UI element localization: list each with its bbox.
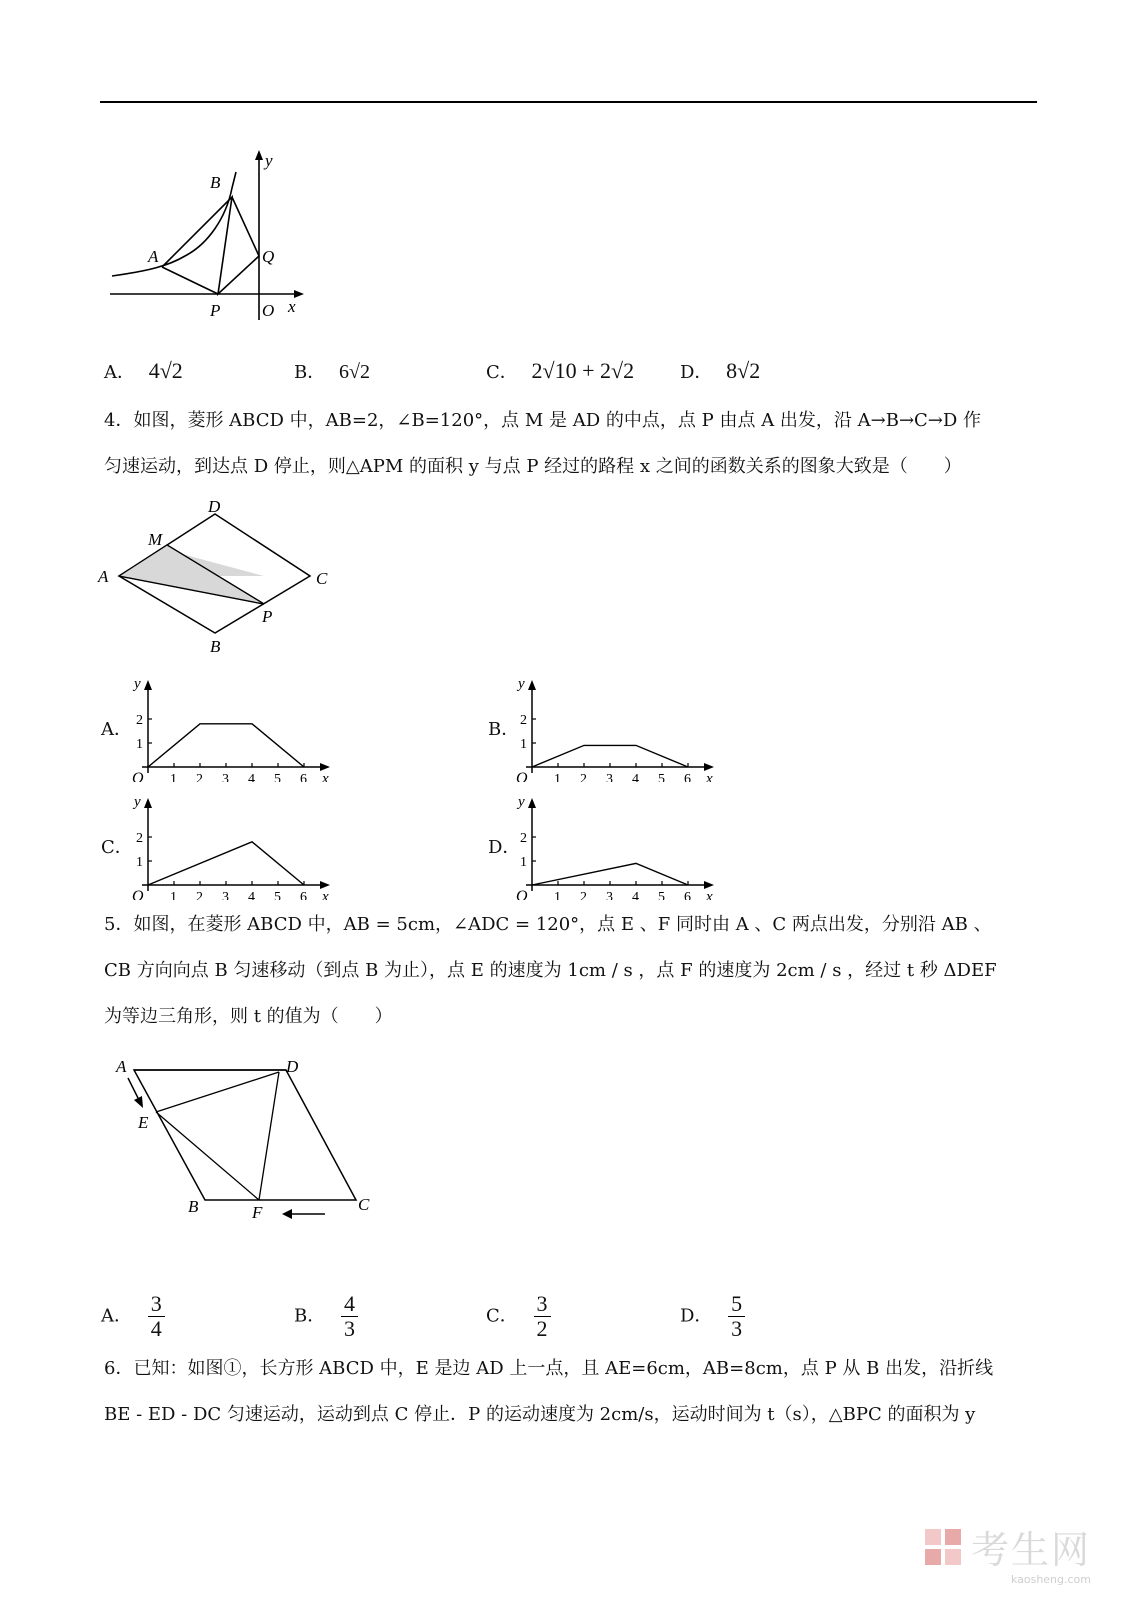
q5-option-b bbox=[294, 1292, 358, 1341]
q3-option-b-label: B． bbox=[294, 362, 326, 383]
x-axis-label: x bbox=[322, 771, 329, 782]
q5-label-C: C bbox=[358, 1195, 370, 1214]
y-tick-label: 2 bbox=[136, 713, 143, 728]
q5-option-c-label: C． bbox=[486, 1305, 518, 1327]
q4-option-c-label: C． bbox=[101, 837, 133, 858]
q4-option-d-label: D． bbox=[488, 837, 521, 858]
q3-option-d bbox=[680, 358, 760, 384]
x-tick-label: 4 bbox=[632, 772, 639, 782]
q5-label-A: A bbox=[116, 1057, 127, 1076]
x-tick-label: 1 bbox=[554, 890, 561, 900]
q3-label-P: P bbox=[210, 301, 221, 320]
q4-graph-a bbox=[128, 672, 338, 782]
q4-line-1: 4．如图，菱形 ABCD 中，AB=2，∠B=120°，点 M 是 AD 的中点，点 P 由点 A 出发，沿 A→B→C→D 作 bbox=[104, 410, 982, 431]
q3-option-a bbox=[104, 358, 183, 384]
q5-label-B: B bbox=[188, 1197, 199, 1216]
q5-option-c-fraction bbox=[534, 1292, 551, 1341]
q5-option-d-den: 3 bbox=[731, 1316, 743, 1341]
y-axis-label: y bbox=[518, 676, 525, 692]
x-tick-label: 4 bbox=[632, 890, 639, 900]
x-tick-label: 1 bbox=[554, 772, 561, 782]
q4-option-b-label: B． bbox=[488, 719, 520, 740]
q5-option-d bbox=[680, 1292, 745, 1341]
q4-text bbox=[104, 398, 1040, 490]
q5-option-a-den: 4 bbox=[150, 1316, 162, 1341]
q5-option-d-fraction bbox=[728, 1292, 745, 1341]
y-tick-label: 1 bbox=[520, 737, 527, 752]
x-tick-label: 3 bbox=[222, 772, 229, 782]
x-axis-arrow bbox=[704, 881, 714, 889]
q5-option-d-num: 5 bbox=[728, 1292, 745, 1317]
x-tick-label: 6 bbox=[684, 772, 691, 782]
series-line bbox=[148, 842, 304, 885]
q5-label-D: D bbox=[286, 1057, 299, 1076]
q3-option-c bbox=[486, 358, 634, 384]
y-tick-label: 2 bbox=[520, 713, 527, 728]
origin-label: O bbox=[132, 770, 144, 782]
q3-label-B: B bbox=[210, 173, 221, 192]
q5-option-b-num: 4 bbox=[341, 1292, 358, 1317]
q3-option-a-label: A． bbox=[104, 362, 135, 383]
q3-label-y: y bbox=[265, 151, 273, 170]
x-tick-label: 2 bbox=[196, 890, 203, 900]
q5-option-b-fraction bbox=[341, 1292, 358, 1341]
q4-label-A: A bbox=[98, 567, 109, 586]
watermark-logo-icon bbox=[923, 1527, 963, 1567]
q4-label-B: B bbox=[210, 637, 221, 656]
x-tick-label: 1 bbox=[170, 890, 177, 900]
q3-option-d-label: D． bbox=[680, 362, 713, 383]
q4-label-M: M bbox=[148, 530, 163, 549]
q3-figure bbox=[108, 148, 308, 323]
q6-text bbox=[104, 1346, 1040, 1438]
x-axis-arrow bbox=[320, 763, 330, 771]
q4-label-P: P bbox=[262, 607, 273, 626]
x-axis-label: x bbox=[706, 889, 713, 900]
header-rule bbox=[100, 101, 1037, 103]
y-tick-label: 2 bbox=[520, 831, 527, 846]
series-line bbox=[148, 724, 304, 767]
x-tick-label: 2 bbox=[196, 772, 203, 782]
q5-line-2: CB 方向向点 B 匀速移动（到点 B 为止），点 E 的速度为 1cm / s ，点 F 的速度为 2cm / s ，经过 t 秒 ΔDEF bbox=[104, 960, 997, 981]
x-tick-label: 6 bbox=[300, 772, 307, 782]
x-tick-label: 3 bbox=[606, 772, 613, 782]
origin-label: O bbox=[516, 888, 528, 900]
q5-option-b-label: B． bbox=[294, 1305, 326, 1327]
q4-graph-b bbox=[512, 672, 722, 782]
q4-label-C: C bbox=[316, 569, 328, 588]
q3-label-O: O bbox=[262, 301, 275, 320]
q5-label-F: F bbox=[252, 1203, 263, 1222]
x-tick-label: 5 bbox=[274, 890, 281, 900]
q6-line-1: 6．已知：如图①，长方形 ABCD 中，E 是边 AD 上一点，且 AE=6cm，AB=8cm，点 P 从 B 出发，沿折线 bbox=[104, 1358, 994, 1379]
y-axis-arrow bbox=[528, 680, 536, 690]
q5-line-1: 5．如图，在菱形 ABCD 中，AB = 5cm，∠ADC = 120°，点 E 、F 同时由 A 、C 两点出发，分别沿 AB 、 bbox=[104, 914, 992, 935]
q5-option-a-label: A． bbox=[101, 1305, 132, 1327]
q3-option-b-value: 6√2 bbox=[338, 361, 370, 383]
q4-label-D: D bbox=[208, 497, 221, 516]
x-tick-label: 5 bbox=[658, 772, 665, 782]
q4-option-a-label: A． bbox=[101, 719, 132, 740]
x-axis-label: x bbox=[322, 889, 329, 900]
x-tick-label: 5 bbox=[658, 890, 665, 900]
q5-option-a bbox=[101, 1292, 165, 1341]
x-tick-label: 2 bbox=[580, 890, 587, 900]
x-tick-label: 6 bbox=[300, 890, 307, 900]
x-tick-label: 1 bbox=[170, 772, 177, 782]
q5-label-E: E bbox=[138, 1113, 149, 1132]
q5-option-c bbox=[486, 1292, 551, 1341]
x-axis-label: x bbox=[706, 771, 713, 782]
q5-option-c-num: 3 bbox=[534, 1292, 551, 1317]
y-axis-arrow bbox=[528, 798, 536, 808]
q6-line-2: BE - ED - DC 匀速运动，运动到点 C 停止．P 的运动速度为 2cm/s，运动时间为 t（s），△BPC 的面积为 y bbox=[104, 1404, 976, 1425]
x-tick-label: 5 bbox=[274, 772, 281, 782]
x-axis-arrow bbox=[320, 881, 330, 889]
x-tick-label: 2 bbox=[580, 772, 587, 782]
q3-label-x: x bbox=[288, 297, 296, 316]
q3-option-b bbox=[294, 358, 370, 384]
y-tick-label: 1 bbox=[520, 855, 527, 870]
watermark-sub: kaosheng.com bbox=[1010, 1573, 1091, 1586]
watermark-text: 考生网 bbox=[970, 1528, 1091, 1572]
y-tick-label: 1 bbox=[136, 855, 143, 870]
y-axis-label: y bbox=[518, 794, 525, 810]
q3-option-d-value: 8√2 bbox=[726, 358, 761, 383]
q4-rhombus-figure bbox=[96, 496, 340, 656]
q3-option-c-label: C． bbox=[486, 362, 518, 383]
q3-label-A: A bbox=[148, 247, 159, 266]
q4-line-2: 匀速运动，到达点 D 停止，则△APM 的面积 y 与点 P 经过的路程 x 之间的函数关系的图象大致是（ ） bbox=[104, 456, 962, 477]
q3-option-c-value: 2√10 + 2√2 bbox=[531, 358, 635, 383]
x-tick-label: 4 bbox=[248, 772, 255, 782]
x-tick-label: 3 bbox=[222, 890, 229, 900]
q5-option-d-label: D． bbox=[680, 1305, 713, 1327]
q5-option-c-den: 2 bbox=[536, 1316, 548, 1341]
watermark bbox=[923, 1519, 1091, 1574]
q5-figure bbox=[110, 1052, 380, 1224]
q5-line-3: 为等边三角形，则 t 的值为（ ） bbox=[104, 1006, 393, 1027]
x-tick-label: 4 bbox=[248, 890, 255, 900]
q5-option-a-fraction bbox=[148, 1292, 165, 1341]
q5-text bbox=[104, 902, 1040, 1040]
q5-option-b-den: 3 bbox=[343, 1316, 355, 1341]
x-tick-label: 6 bbox=[684, 890, 691, 900]
q4-graph-d bbox=[512, 790, 722, 900]
y-axis-arrow bbox=[144, 680, 152, 690]
y-tick-label: 1 bbox=[136, 737, 143, 752]
q5-option-a-num: 3 bbox=[148, 1292, 165, 1317]
q3-option-a-value: 4√2 bbox=[148, 358, 183, 383]
x-axis-arrow bbox=[704, 763, 714, 771]
y-axis-label: y bbox=[134, 794, 141, 810]
y-axis-arrow bbox=[144, 798, 152, 808]
q3-label-Q: Q bbox=[262, 247, 275, 266]
origin-label: O bbox=[132, 888, 144, 900]
x-tick-label: 3 bbox=[606, 890, 613, 900]
origin-label: O bbox=[516, 770, 528, 782]
y-tick-label: 2 bbox=[136, 831, 143, 846]
q4-graph-c bbox=[128, 790, 338, 900]
y-axis-label: y bbox=[134, 676, 141, 692]
